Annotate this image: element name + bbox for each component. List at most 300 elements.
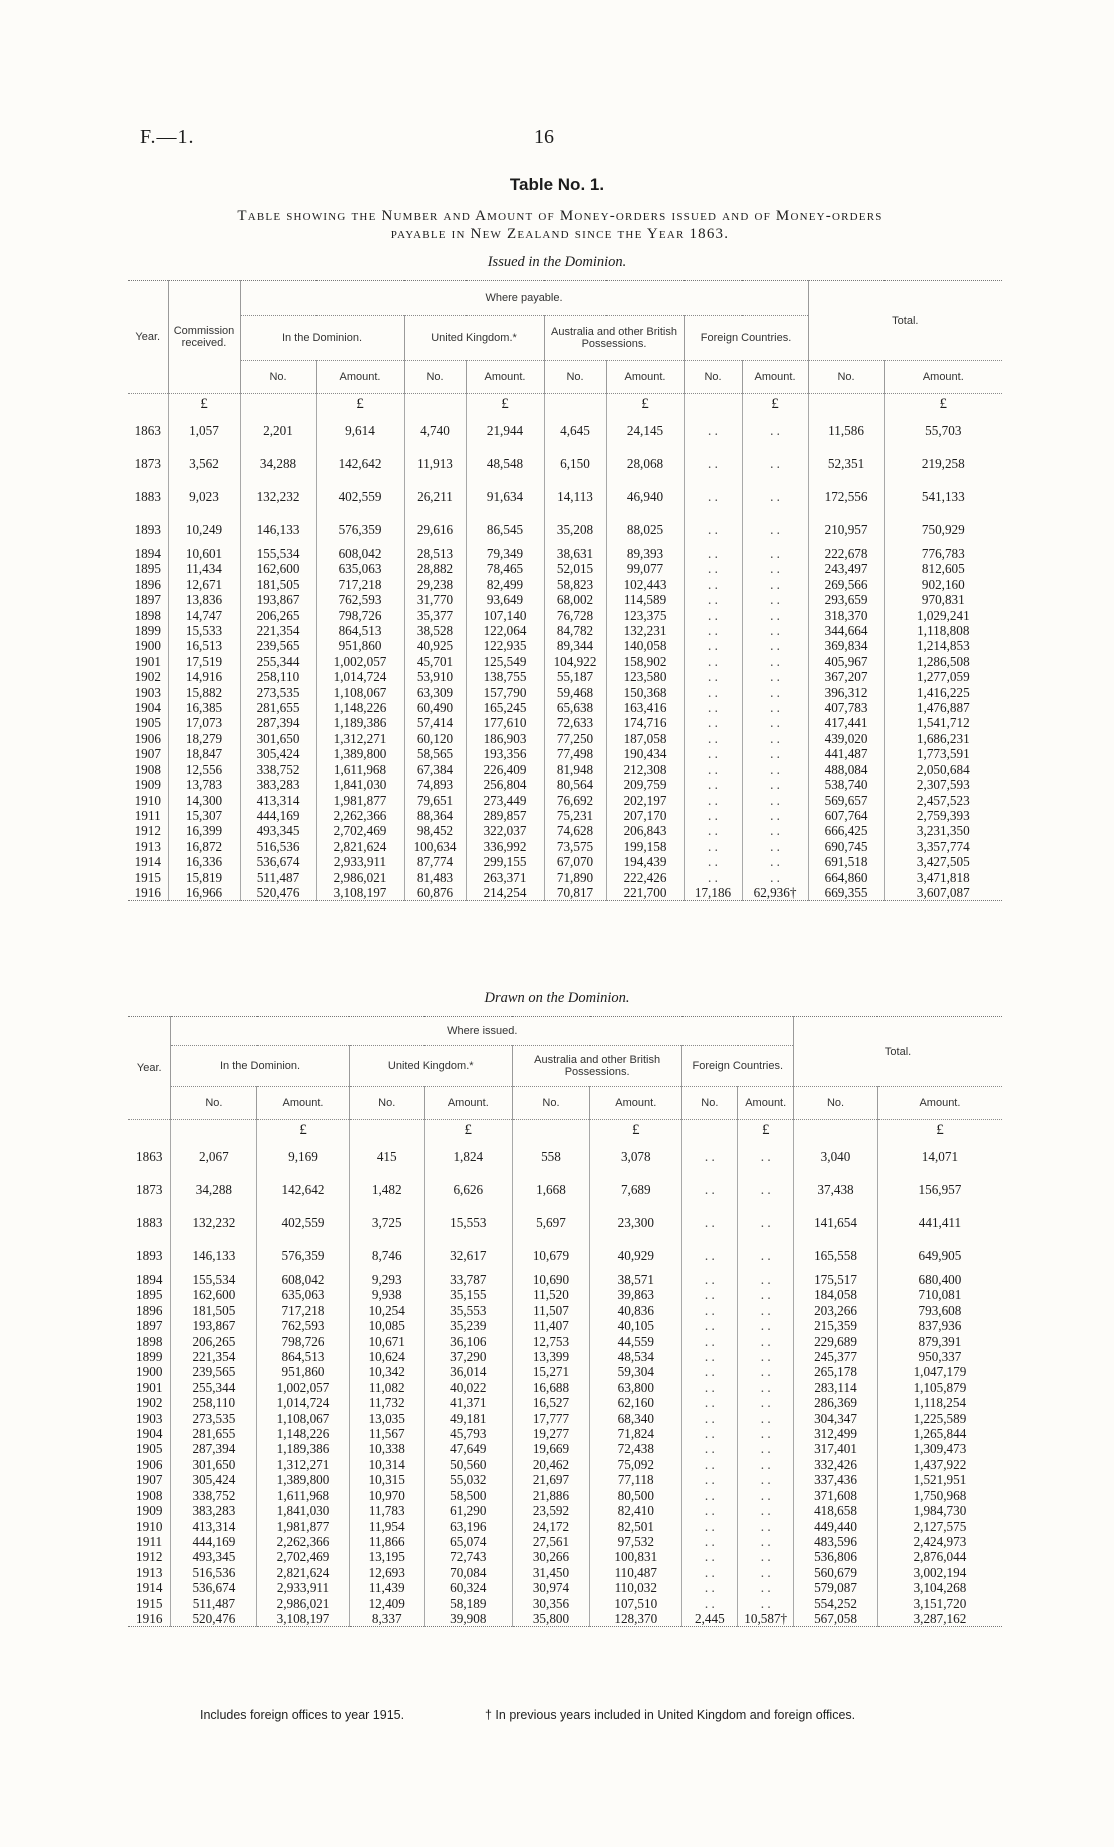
drawn-cell-3-2: 576,359	[257, 1239, 349, 1272]
drawn-cell-15-0: 1905	[136, 1441, 163, 1457]
drawn-cell-21-0: 1911	[136, 1533, 163, 1549]
drawn-cell-12-9: 286,369	[794, 1395, 878, 1410]
issued-header-amount: Amount.	[316, 361, 404, 394]
issued-table-row	[128, 592, 1002, 607]
issued-header-where-payable: Where payable.	[240, 281, 808, 316]
issued-cell-22-4: 98,452	[404, 823, 466, 838]
drawn-cell-19-8: . .	[738, 1503, 794, 1518]
issued-cell-8-0: 1898	[134, 607, 161, 623]
issued-pound-sign: £	[606, 394, 684, 415]
issued-cell-3-6: 35,208	[544, 513, 606, 546]
drawn-cell-6-7: . .	[682, 1303, 738, 1318]
issued-cell-13-3: 1,108,067	[316, 685, 404, 700]
issued-blank-cell	[240, 394, 316, 415]
drawn-cell-15-4: 47,649	[424, 1441, 512, 1456]
issued-cell-0-0: 1863	[134, 423, 161, 438]
drawn-cell-20-5: 24,172	[512, 1519, 589, 1534]
drawn-cell-6-6: 40,836	[590, 1303, 682, 1318]
issued-cell-14-6: 65,638	[544, 700, 606, 715]
issued-cell-8-6: 76,728	[544, 608, 606, 623]
drawn-cell-1-10: 156,957	[877, 1173, 1002, 1206]
issued-cell-3-11: 750,929	[884, 513, 1002, 546]
drawn-cell-5-10: 710,081	[877, 1287, 1002, 1302]
drawn-cell-15-5: 19,669	[512, 1441, 589, 1456]
issued-cell-16-1: 18,279	[168, 731, 240, 746]
issued-cell-6-4: 29,238	[404, 577, 466, 592]
issued-cell-8-3: 798,726	[316, 608, 404, 623]
drawn-cell-14-10: 1,265,844	[877, 1426, 1002, 1441]
issued-header-foreign: Foreign Countries.	[684, 316, 808, 361]
issued-cell-8-11: 1,029,241	[884, 608, 1002, 623]
drawn-cell-11-3: 11,082	[349, 1380, 424, 1395]
drawn-cell-18-1: 338,752	[171, 1488, 257, 1503]
drawn-header-amount: Amount.	[877, 1087, 1002, 1120]
issued-cell-20-0: 1910	[134, 792, 161, 808]
issued-cell-22-1: 16,399	[168, 823, 240, 838]
drawn-table-row	[128, 1287, 1002, 1302]
issued-table-row	[128, 623, 1002, 638]
issued-cell-13-1: 15,882	[168, 685, 240, 700]
issued-cell-22-7: 206,843	[606, 823, 684, 838]
drawn-cell-2-4: 15,553	[424, 1206, 512, 1239]
drawn-blank-cell	[128, 1120, 171, 1141]
issued-cell-11-9: . .	[742, 654, 808, 669]
drawn-table-row	[128, 1441, 1002, 1456]
drawn-cell-12-8: . .	[738, 1395, 794, 1410]
issued-cell-20-11: 2,457,523	[884, 793, 1002, 808]
issued-table-row	[128, 839, 1002, 854]
issued-cell-25-9: . .	[742, 870, 808, 885]
issued-cell-18-8: . .	[684, 762, 742, 777]
drawn-cell-14-8: . .	[738, 1426, 794, 1441]
drawn-header-amount: Amount.	[257, 1087, 349, 1120]
issued-cell-20-2: 413,314	[240, 793, 316, 808]
issued-cell-12-4: 53,910	[404, 669, 466, 684]
drawn-cell-2-10: 441,411	[877, 1206, 1002, 1239]
drawn-cell-24-5: 30,974	[512, 1580, 589, 1595]
drawn-cell-3-1: 146,133	[171, 1239, 257, 1272]
drawn-cell-18-8: . .	[738, 1488, 794, 1503]
issued-table-body	[128, 394, 1002, 901]
issued-cell-7-9: . .	[742, 592, 808, 607]
drawn-cell-13-2: 1,108,067	[257, 1411, 349, 1426]
drawn-cell-24-1: 536,674	[171, 1580, 257, 1595]
issued-cell-16-2: 301,650	[240, 731, 316, 746]
drawn-cell-8-10: 879,391	[877, 1334, 1002, 1349]
drawn-cell-17-3: 10,315	[349, 1472, 424, 1487]
drawn-cell-15-6: 72,438	[590, 1441, 682, 1456]
drawn-cell-8-6: 44,559	[590, 1334, 682, 1349]
drawn-pound-sign: £	[424, 1120, 512, 1141]
drawn-table-row	[128, 1549, 1002, 1564]
drawn-table-row	[128, 1364, 1002, 1379]
drawn-cell-19-7: . .	[682, 1503, 738, 1518]
drawn-cell-25-5: 30,356	[512, 1596, 589, 1611]
drawn-cell-17-5: 21,697	[512, 1472, 589, 1487]
issued-cell-19-2: 383,283	[240, 777, 316, 792]
issued-cell-23-3: 2,821,624	[316, 839, 404, 854]
issued-cell-22-11: 3,231,350	[884, 823, 1002, 838]
issued-cell-24-0: 1914	[134, 854, 161, 870]
drawn-cell-0-6: 3,078	[590, 1140, 682, 1173]
issued-cell-15-3: 1,189,386	[316, 715, 404, 730]
drawn-cell-5-9: 184,058	[794, 1287, 878, 1302]
drawn-table-row	[128, 1140, 1002, 1173]
drawn-table-row	[128, 1565, 1002, 1580]
issued-cell-11-4: 45,701	[404, 654, 466, 669]
issued-header-no: No.	[684, 361, 742, 394]
drawn-cell-1-6: 7,689	[590, 1173, 682, 1206]
drawn-cell-10-1: 239,565	[171, 1364, 257, 1379]
issued-cell-24-4: 87,774	[404, 854, 466, 869]
drawn-cell-17-0: 1907	[136, 1472, 163, 1488]
issued-cell-19-0: 1909	[134, 777, 161, 793]
issued-blank-cell	[808, 394, 884, 415]
issued-cell-23-0: 1913	[134, 838, 161, 854]
drawn-cell-16-2: 1,312,271	[257, 1457, 349, 1472]
drawn-cell-0-10: 14,071	[877, 1140, 1002, 1173]
issued-cell-15-11: 1,541,712	[884, 715, 1002, 730]
drawn-pound-sign: £	[590, 1120, 682, 1141]
drawn-cell-0-0: 1863	[136, 1149, 163, 1164]
drawn-cell-2-2: 402,559	[257, 1206, 349, 1239]
drawn-cell-8-7: . .	[682, 1334, 738, 1349]
drawn-cell-11-5: 16,688	[512, 1380, 589, 1395]
issued-cell-14-8: . .	[684, 700, 742, 715]
issued-cell-5-6: 52,015	[544, 561, 606, 576]
drawn-cell-25-7: . .	[682, 1596, 738, 1611]
table-description	[120, 207, 1000, 243]
drawn-cell-21-5: 27,561	[512, 1534, 589, 1549]
drawn-cell-7-2: 762,593	[257, 1318, 349, 1333]
issued-cell-11-2: 255,344	[240, 654, 316, 669]
issued-blank-cell	[404, 394, 466, 415]
issued-cell-12-1: 14,916	[168, 669, 240, 684]
drawn-cell-17-8: . .	[738, 1472, 794, 1487]
drawn-cell-25-0: 1915	[136, 1595, 163, 1611]
drawn-cell-11-4: 40,022	[424, 1380, 512, 1395]
issued-cell-8-7: 123,375	[606, 608, 684, 623]
drawn-cell-9-7: . .	[682, 1349, 738, 1364]
drawn-cell-13-0: 1903	[136, 1410, 163, 1426]
issued-cell-26-10: 669,355	[808, 885, 884, 901]
issued-table-row	[128, 669, 1002, 684]
drawn-cell-13-6: 68,340	[590, 1411, 682, 1426]
drawn-cell-7-7: . .	[682, 1318, 738, 1333]
issued-cell-16-5: 186,903	[466, 731, 544, 746]
issued-cell-18-0: 1908	[134, 761, 161, 777]
drawn-cell-2-6: 23,300	[590, 1206, 682, 1239]
issued-cell-22-10: 666,425	[808, 823, 884, 838]
issued-cell-3-0: 1893	[134, 522, 161, 537]
drawn-cell-20-7: . .	[682, 1519, 738, 1534]
drawn-cell-19-1: 383,283	[171, 1503, 257, 1518]
issued-cell-8-5: 107,140	[466, 608, 544, 623]
issued-cell-18-5: 226,409	[466, 762, 544, 777]
drawn-cell-22-10: 2,876,044	[877, 1549, 1002, 1564]
issued-header-dominion: In the Dominion.	[240, 316, 404, 361]
drawn-cell-22-8: . .	[738, 1549, 794, 1564]
issued-cell-14-5: 165,245	[466, 700, 544, 715]
drawn-cell-10-4: 36,014	[424, 1364, 512, 1379]
drawn-cell-25-6: 107,510	[590, 1596, 682, 1611]
issued-cell-25-10: 664,860	[808, 870, 884, 885]
drawn-cell-26-7: 2,445	[682, 1611, 738, 1627]
drawn-cell-20-6: 82,501	[590, 1519, 682, 1534]
issued-cell-14-4: 60,490	[404, 700, 466, 715]
issued-cell-11-11: 1,286,508	[884, 654, 1002, 669]
drawn-cell-17-9: 337,436	[794, 1472, 878, 1487]
drawn-table-row	[128, 1611, 1002, 1627]
issued-cell-3-7: 88,025	[606, 513, 684, 546]
issued-header-total: Total.	[808, 281, 1002, 361]
issued-cell-19-10: 538,740	[808, 777, 884, 792]
drawn-cell-16-0: 1906	[136, 1456, 163, 1472]
issued-table-row	[128, 870, 1002, 885]
drawn-cell-26-4: 39,908	[424, 1611, 512, 1627]
drawn-cell-4-4: 33,787	[424, 1272, 512, 1287]
drawn-cell-13-10: 1,225,589	[877, 1411, 1002, 1426]
drawn-cell-7-10: 837,936	[877, 1318, 1002, 1333]
drawn-cell-4-6: 38,571	[590, 1272, 682, 1287]
drawn-cell-10-3: 10,342	[349, 1364, 424, 1379]
drawn-cell-26-3: 8,337	[349, 1611, 424, 1627]
issued-cell-5-1: 11,434	[168, 561, 240, 576]
drawn-pound-sign: £	[877, 1120, 1002, 1141]
issued-cell-22-5: 322,037	[466, 823, 544, 838]
issued-cell-26-6: 70,817	[544, 885, 606, 901]
drawn-cell-0-8: . .	[738, 1140, 794, 1173]
drawn-cell-20-4: 63,196	[424, 1519, 512, 1534]
drawn-cell-19-2: 1,841,030	[257, 1503, 349, 1518]
issued-cell-21-9: . .	[742, 808, 808, 823]
issued-cell-18-9: . .	[742, 762, 808, 777]
drawn-cell-5-3: 9,938	[349, 1287, 424, 1302]
drawn-cell-9-2: 864,513	[257, 1349, 349, 1364]
issued-cell-2-9: . .	[742, 480, 808, 513]
drawn-cell-10-9: 265,178	[794, 1364, 878, 1379]
issued-cell-23-11: 3,357,774	[884, 839, 1002, 854]
issued-cell-26-9: 62,936†	[742, 885, 808, 901]
drawn-cell-17-2: 1,389,800	[257, 1472, 349, 1487]
issued-table-row	[128, 561, 1002, 576]
issued-cell-18-2: 338,752	[240, 762, 316, 777]
issued-pound-sign: £	[316, 394, 404, 415]
issued-table-row	[128, 638, 1002, 653]
drawn-table-row	[128, 1457, 1002, 1472]
issued-cell-14-3: 1,148,226	[316, 700, 404, 715]
issued-cell-17-11: 1,773,591	[884, 746, 1002, 761]
drawn-cell-8-5: 12,753	[512, 1334, 589, 1349]
issued-cell-12-2: 258,110	[240, 669, 316, 684]
drawn-cell-0-4: 1,824	[424, 1140, 512, 1173]
issued-cell-6-6: 58,823	[544, 577, 606, 592]
drawn-table-row	[128, 1534, 1002, 1549]
drawn-cell-5-5: 11,520	[512, 1287, 589, 1302]
issued-cell-2-6: 14,113	[544, 480, 606, 513]
issued-table	[128, 280, 1002, 901]
issued-cell-21-7: 207,170	[606, 808, 684, 823]
issued-cell-7-4: 31,770	[404, 592, 466, 607]
drawn-table-row	[128, 1318, 1002, 1333]
drawn-cell-11-9: 283,114	[794, 1380, 878, 1395]
issued-cell-26-3: 3,108,197	[316, 885, 404, 901]
issued-cell-10-3: 951,860	[316, 638, 404, 653]
issued-header-amount: Amount.	[466, 361, 544, 394]
issued-cell-9-3: 864,513	[316, 623, 404, 638]
description-line-1: Table showing the Number and Amount of Money-orders issued and of Money-orders	[237, 208, 883, 224]
drawn-cell-14-5: 19,277	[512, 1426, 589, 1441]
drawn-cell-1-2: 142,642	[257, 1173, 349, 1206]
issued-cell-16-8: . .	[684, 731, 742, 746]
drawn-header-no: No.	[512, 1087, 589, 1120]
issued-cell-9-1: 15,533	[168, 623, 240, 638]
drawn-cell-19-0: 1909	[136, 1503, 163, 1519]
drawn-cell-13-4: 49,181	[424, 1411, 512, 1426]
issued-cell-15-1: 17,073	[168, 715, 240, 730]
drawn-cell-9-6: 48,534	[590, 1349, 682, 1364]
issued-cell-15-9: . .	[742, 715, 808, 730]
drawn-cell-22-4: 72,743	[424, 1549, 512, 1564]
drawn-cell-4-3: 9,293	[349, 1272, 424, 1287]
issued-cell-4-1: 10,601	[168, 546, 240, 561]
drawn-cell-22-2: 2,702,469	[257, 1549, 349, 1564]
drawn-cell-20-1: 413,314	[171, 1519, 257, 1534]
issued-cell-1-1: 3,562	[168, 447, 240, 480]
issued-cell-4-9: . .	[742, 546, 808, 561]
drawn-cell-17-10: 1,521,951	[877, 1472, 1002, 1487]
drawn-cell-9-5: 13,399	[512, 1349, 589, 1364]
issued-cell-6-8: . .	[684, 577, 742, 592]
drawn-cell-13-7: . .	[682, 1411, 738, 1426]
drawn-header-amount: Amount.	[738, 1087, 794, 1120]
issued-cell-12-10: 367,207	[808, 669, 884, 684]
drawn-cell-12-0: 1902	[136, 1395, 163, 1411]
drawn-cell-9-0: 1899	[136, 1349, 163, 1365]
drawn-cell-22-3: 13,195	[349, 1549, 424, 1564]
drawn-cell-23-2: 2,821,624	[257, 1565, 349, 1580]
issued-cell-14-11: 1,476,887	[884, 700, 1002, 715]
drawn-blank-cell	[794, 1120, 878, 1141]
issued-cell-1-3: 142,642	[316, 447, 404, 480]
issued-cell-18-4: 67,384	[404, 762, 466, 777]
drawn-cell-24-3: 11,439	[349, 1580, 424, 1595]
issued-cell-22-3: 2,702,469	[316, 823, 404, 838]
drawn-header-no: No.	[349, 1087, 424, 1120]
issued-cell-20-1: 14,300	[168, 793, 240, 808]
drawn-cell-14-4: 45,793	[424, 1426, 512, 1441]
drawn-cell-16-1: 301,650	[171, 1457, 257, 1472]
issued-cell-4-2: 155,534	[240, 546, 316, 561]
drawn-header-no: No.	[171, 1087, 257, 1120]
drawn-cell-9-3: 10,624	[349, 1349, 424, 1364]
issued-cell-24-1: 16,336	[168, 854, 240, 869]
drawn-cell-21-8: . .	[738, 1534, 794, 1549]
drawn-cell-25-9: 554,252	[794, 1596, 878, 1611]
issued-cell-25-7: 222,426	[606, 870, 684, 885]
issued-cell-0-1: 1,057	[168, 414, 240, 447]
drawn-pound-sign: £	[738, 1120, 794, 1141]
issued-header-amount: Amount.	[884, 361, 1002, 394]
issued-cell-12-8: . .	[684, 669, 742, 684]
issued-currency-row	[128, 394, 1002, 415]
issued-cell-17-2: 305,424	[240, 746, 316, 761]
drawn-header-total: Total.	[794, 1017, 1002, 1087]
drawn-blank-cell	[349, 1120, 424, 1141]
issued-cell-20-10: 569,657	[808, 793, 884, 808]
issued-cell-21-3: 2,262,366	[316, 808, 404, 823]
issued-cell-4-4: 28,513	[404, 546, 466, 561]
issued-cell-10-5: 122,935	[466, 638, 544, 653]
drawn-cell-12-10: 1,118,254	[877, 1395, 1002, 1410]
issued-cell-5-5: 78,465	[466, 561, 544, 576]
issued-cell-0-3: 9,614	[316, 414, 404, 447]
issued-cell-14-1: 16,385	[168, 700, 240, 715]
issued-cell-8-9: . .	[742, 608, 808, 623]
drawn-cell-11-7: . .	[682, 1380, 738, 1395]
drawn-cell-7-9: 215,359	[794, 1318, 878, 1333]
drawn-cell-12-2: 1,014,724	[257, 1395, 349, 1410]
drawn-cell-5-2: 635,063	[257, 1287, 349, 1302]
issued-table-row	[128, 685, 1002, 700]
drawn-cell-24-6: 110,032	[590, 1580, 682, 1595]
drawn-cell-23-9: 560,679	[794, 1565, 878, 1580]
drawn-cell-20-10: 2,127,575	[877, 1519, 1002, 1534]
drawn-cell-15-1: 287,394	[171, 1441, 257, 1456]
drawn-blank-cell	[682, 1120, 738, 1141]
drawn-table-row	[128, 1395, 1002, 1410]
issued-cell-13-10: 396,312	[808, 685, 884, 700]
issued-cell-23-10: 690,745	[808, 839, 884, 854]
issued-cell-17-4: 58,565	[404, 746, 466, 761]
issued-cell-0-6: 4,645	[544, 414, 606, 447]
drawn-cell-8-8: . .	[738, 1334, 794, 1349]
drawn-cell-19-10: 1,984,730	[877, 1503, 1002, 1518]
issued-cell-7-6: 68,002	[544, 592, 606, 607]
issued-cell-17-6: 77,498	[544, 746, 606, 761]
issued-table-row	[128, 577, 1002, 592]
drawn-cell-3-7: . .	[682, 1239, 738, 1272]
issued-cell-11-5: 125,549	[466, 654, 544, 669]
drawn-cell-13-5: 17,777	[512, 1411, 589, 1426]
drawn-cell-20-3: 11,954	[349, 1519, 424, 1534]
issued-cell-25-11: 3,471,818	[884, 870, 1002, 885]
issued-cell-24-2: 536,674	[240, 854, 316, 869]
drawn-cell-24-8: . .	[738, 1580, 794, 1595]
issued-table-row	[128, 654, 1002, 669]
drawn-table-row	[128, 1272, 1002, 1287]
issued-table-row	[128, 546, 1002, 561]
issued-cell-22-6: 74,628	[544, 823, 606, 838]
drawn-cell-1-9: 37,438	[794, 1173, 878, 1206]
issued-cell-21-6: 75,231	[544, 808, 606, 823]
drawn-table-row	[128, 1580, 1002, 1595]
issued-cell-19-9: . .	[742, 777, 808, 792]
drawn-table-row	[128, 1206, 1002, 1239]
drawn-cell-2-3: 3,725	[349, 1206, 424, 1239]
drawn-cell-6-1: 181,505	[171, 1303, 257, 1318]
issued-header-no: No.	[808, 361, 884, 394]
drawn-cell-11-8: . .	[738, 1380, 794, 1395]
drawn-cell-1-5: 1,668	[512, 1173, 589, 1206]
issued-cell-1-4: 11,913	[404, 447, 466, 480]
drawn-cell-19-9: 418,658	[794, 1503, 878, 1518]
drawn-cell-8-2: 798,726	[257, 1334, 349, 1349]
issued-cell-17-10: 441,487	[808, 746, 884, 761]
drawn-currency-row	[128, 1120, 1002, 1141]
drawn-cell-17-4: 55,032	[424, 1472, 512, 1487]
drawn-cell-14-6: 71,824	[590, 1426, 682, 1441]
